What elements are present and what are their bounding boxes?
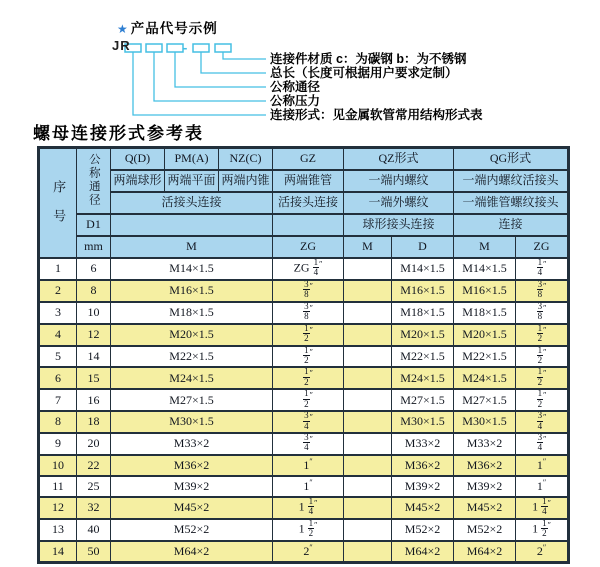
- cell-qz_d: M14×1.5: [392, 258, 454, 280]
- cell-qg_m: M39×2: [454, 476, 516, 497]
- cell-dn: 25: [77, 476, 111, 497]
- diagram-heading: [117, 17, 218, 37]
- cell-qz_d: M52×2: [392, 519, 454, 541]
- code-label-connection: 连接形式：见金属软管常用结构形式表: [270, 108, 483, 122]
- code-label-material: 连接件材质 c：为碳钢 b：为不锈钢: [270, 52, 467, 66]
- cell-m: M45×2: [111, 497, 273, 519]
- cell-dn: 40: [77, 519, 111, 541]
- cell-qg_zg: $\frac{3}{8}$ ″: [516, 280, 569, 302]
- cell-dn: 14: [77, 346, 111, 368]
- cell-qz_m: [344, 411, 392, 433]
- cell-gz_zg: ZG $\frac{1}{4}$ ″: [273, 258, 344, 280]
- cell-qz_d: M39×2: [392, 476, 454, 497]
- table-row: [39, 324, 569, 346]
- cell-dn: 10: [77, 302, 111, 324]
- header-q-desc: 两端球形: [111, 170, 165, 192]
- header-qg-desc2: 一端锥管螺纹接头: [454, 192, 569, 214]
- cell-qg_m: M20×1.5: [454, 324, 516, 346]
- code-label-pressure: 公称压力: [270, 94, 321, 108]
- cell-qg_m: M27×1.5: [454, 389, 516, 411]
- table-row: [39, 455, 569, 476]
- cell-gz_zg: $\frac{3}{8}$ ″: [273, 302, 344, 324]
- cell-qg_m: M24×1.5: [454, 367, 516, 389]
- cell-qz_m: [344, 258, 392, 280]
- cell-m: M14×1.5: [111, 258, 273, 280]
- cell-m: M30×1.5: [111, 411, 273, 433]
- table-row: [39, 476, 569, 497]
- table-row: [39, 389, 569, 411]
- header-dn-label: 公称通径: [87, 153, 100, 208]
- header-pm: PM(A): [165, 148, 219, 171]
- cell-seq: 6: [39, 367, 77, 389]
- cell-qz_m: [344, 389, 392, 411]
- cell-qz_m: [344, 302, 392, 324]
- cell-m: M22×1.5: [111, 346, 273, 368]
- header-qg-zg: ZG: [516, 236, 569, 258]
- cell-qz_m: [344, 476, 392, 497]
- cell-qg_zg: $\frac{1}{4}$ ″: [516, 258, 569, 280]
- cell-gz_zg: $\frac{1}{2}$ ″: [273, 346, 344, 368]
- cell-qz_m: [344, 497, 392, 519]
- cell-qg_zg: $\frac{3}{4}$ ″: [516, 433, 569, 455]
- cell-qg_zg: 2″: [516, 541, 569, 563]
- header-qz-desc3: 球形接头连接: [344, 214, 454, 236]
- header-zg: ZG: [273, 236, 344, 258]
- cell-qz_d: M64×2: [392, 541, 454, 563]
- cell-qz_d: M45×2: [392, 497, 454, 519]
- cell-m: M27×1.5: [111, 389, 273, 411]
- header-gz: GZ: [273, 148, 344, 171]
- cell-qz_m: [344, 519, 392, 541]
- header-qz-d: D: [392, 236, 454, 258]
- cell-qg_zg: $\frac{1}{2}$ ″: [516, 367, 569, 389]
- cell-seq: 7: [39, 389, 77, 411]
- header-qg-m: M: [454, 236, 516, 258]
- cell-dn: 12: [77, 324, 111, 346]
- table-row: [39, 280, 569, 302]
- header-qg-desc1: 一端内螺纹活接头: [454, 170, 569, 192]
- cell-gz_zg: $\frac{3}{8}$ ″: [273, 280, 344, 302]
- code-slot-box: [146, 44, 162, 52]
- cell-gz_zg: 1 $\frac{1}{2}$ ″: [273, 519, 344, 541]
- header-seq: [39, 148, 77, 259]
- header-gz-desc: 两端锥管: [273, 170, 344, 192]
- cell-qz_d: M22×1.5: [392, 346, 454, 368]
- cell-seq: 11: [39, 476, 77, 497]
- cell-qg_m: M16×1.5: [454, 280, 516, 302]
- cell-qz_m: [344, 433, 392, 455]
- cell-m: M24×1.5: [111, 367, 273, 389]
- code-label-diameter: 公称通径: [270, 80, 321, 94]
- cell-m: M16×1.5: [111, 280, 273, 302]
- header-qg: QG形式: [454, 148, 569, 171]
- table-row: [39, 302, 569, 324]
- cell-dn: 50: [77, 541, 111, 563]
- header-mm: mm: [77, 236, 111, 258]
- cell-qz_d: M30×1.5: [392, 411, 454, 433]
- header-qz-m: M: [344, 236, 392, 258]
- cell-qz_d: M33×2: [392, 433, 454, 455]
- cell-qz_d: M24×1.5: [392, 367, 454, 389]
- header-qz-desc1: 一端内螺纹: [344, 170, 454, 192]
- cell-qg_m: M14×1.5: [454, 258, 516, 280]
- cell-seq: 13: [39, 519, 77, 541]
- table-title: 螺母连接形式参考表: [33, 124, 204, 143]
- cell-dn: 32: [77, 497, 111, 519]
- header-blank-gz: [273, 214, 344, 236]
- cell-m: M64×2: [111, 541, 273, 563]
- dash-separator: -: [183, 40, 188, 55]
- cell-qz_m: [344, 324, 392, 346]
- cell-seq: 1: [39, 258, 77, 280]
- cell-dn: 20: [77, 433, 111, 455]
- cell-qg_zg: $\frac{1}{2}$ ″: [516, 346, 569, 368]
- cell-gz_zg: $\frac{3}{4}$ ″: [273, 411, 344, 433]
- cell-gz_zg: $\frac{3}{4}$ ″: [273, 433, 344, 455]
- cell-dn: 8: [77, 280, 111, 302]
- code-slot-box: [193, 44, 209, 52]
- cell-qg_m: M22×1.5: [454, 346, 516, 368]
- cell-seq: 10: [39, 455, 77, 476]
- connector-line: [223, 52, 266, 59]
- cell-qz_m: [344, 346, 392, 368]
- cell-gz_zg: 1″: [273, 455, 344, 476]
- header-d1: D1: [77, 214, 111, 236]
- connector-line: [133, 52, 266, 115]
- table-row: [39, 411, 569, 433]
- cell-qg_m: M36×2: [454, 455, 516, 476]
- table-row: [39, 367, 569, 389]
- cell-qz_m: [344, 367, 392, 389]
- diagram-heading-text: 产品代号示例: [130, 21, 218, 36]
- cell-qg_m: M18×1.5: [454, 302, 516, 324]
- cell-qg_zg: 1″: [516, 476, 569, 497]
- header-nz-desc: 两端内锥: [219, 170, 273, 192]
- cell-qz_d: M16×1.5: [392, 280, 454, 302]
- table-row: [39, 497, 569, 519]
- cell-qg_zg: 1 $\frac{1}{4}$ ″: [516, 497, 569, 519]
- cell-qg_zg: 1 $\frac{1}{2}$ ″: [516, 519, 569, 541]
- cell-qg_m: M45×2: [454, 497, 516, 519]
- cell-dn: 15: [77, 367, 111, 389]
- table-header: [39, 148, 569, 259]
- cell-qz_d: M20×1.5: [392, 324, 454, 346]
- header-union-conn-gz: 活接头连接: [273, 192, 344, 214]
- cell-qz_m: [344, 455, 392, 476]
- header-seq-label: 序号: [51, 180, 67, 239]
- cell-qz_d: M27×1.5: [392, 389, 454, 411]
- product-code-diagram: [0, 0, 600, 132]
- cell-m: M52×2: [111, 519, 273, 541]
- code-label-length: 总长（长度可根据用户要求定制）: [270, 66, 458, 80]
- cell-seq: 5: [39, 346, 77, 368]
- cell-qz_d: M18×1.5: [392, 302, 454, 324]
- cell-m: M39×2: [111, 476, 273, 497]
- cell-seq: 4: [39, 324, 77, 346]
- cell-gz_zg: $\frac{1}{2}$ ″: [273, 324, 344, 346]
- cell-qz_d: M36×2: [392, 455, 454, 476]
- connector-line: [201, 52, 266, 73]
- table-row: [39, 433, 569, 455]
- cell-m: M20×1.5: [111, 324, 273, 346]
- cell-qg_zg: $\frac{1}{2}$ ″: [516, 389, 569, 411]
- cell-dn: 18: [77, 411, 111, 433]
- cell-qz_m: [344, 280, 392, 302]
- cell-gz_zg: $\frac{1}{2}$ ″: [273, 389, 344, 411]
- cell-qg_zg: 1″: [516, 455, 569, 476]
- cell-qg_m: M52×2: [454, 519, 516, 541]
- cell-dn: 6: [77, 258, 111, 280]
- cell-seq: 12: [39, 497, 77, 519]
- header-q: Q(D): [111, 148, 165, 171]
- header-qz: QZ形式: [344, 148, 454, 171]
- cell-gz_zg: 1″: [273, 476, 344, 497]
- cell-seq: 2: [39, 280, 77, 302]
- cell-qg_zg: $\frac{3}{4}$ ″: [516, 411, 569, 433]
- header-pm-desc: 两端平面: [165, 170, 219, 192]
- header-blank-m: [111, 214, 273, 236]
- code-slot-box: [215, 44, 231, 52]
- cell-seq: 8: [39, 411, 77, 433]
- cell-gz_zg: 1 $\frac{1}{4}$ ″: [273, 497, 344, 519]
- header-dn: [77, 148, 111, 215]
- code-prefix: JR: [112, 38, 131, 53]
- cell-dn: 22: [77, 455, 111, 476]
- cell-seq: 9: [39, 433, 77, 455]
- cell-qz_m: [344, 541, 392, 563]
- cell-m: M18×1.5: [111, 302, 273, 324]
- cell-dn: 16: [77, 389, 111, 411]
- cell-qg_m: M30×1.5: [454, 411, 516, 433]
- cell-qg_zg: $\frac{1}{2}$ ″: [516, 324, 569, 346]
- star-icon: ★: [117, 22, 129, 36]
- table-row: [39, 541, 569, 563]
- header-union-conn: 活接头连接: [111, 192, 273, 214]
- header-qz-desc2: 一端外螺纹: [344, 192, 454, 214]
- cell-qg_m: M64×2: [454, 541, 516, 563]
- cell-seq: 3: [39, 302, 77, 324]
- connector-line: [175, 52, 266, 87]
- cell-qg_zg: $\frac{3}{8}$ ″: [516, 302, 569, 324]
- cell-gz_zg: $\frac{1}{2}$ ″: [273, 367, 344, 389]
- cell-seq: 14: [39, 541, 77, 563]
- code-labels: [270, 52, 483, 122]
- cell-gz_zg: 2″: [273, 541, 344, 563]
- cell-m: M33×2: [111, 433, 273, 455]
- table-body: [39, 258, 569, 562]
- header-qg-desc3: 连接: [454, 214, 569, 236]
- code-slot-box: [167, 44, 183, 52]
- table-row: [39, 346, 569, 368]
- cell-m: M36×2: [111, 455, 273, 476]
- table-row: [39, 258, 569, 280]
- header-m: M: [111, 236, 273, 258]
- reference-table: [37, 146, 570, 564]
- cell-qg_m: M33×2: [454, 433, 516, 455]
- header-nz: NZ(C): [219, 148, 273, 171]
- table-row: [39, 519, 569, 541]
